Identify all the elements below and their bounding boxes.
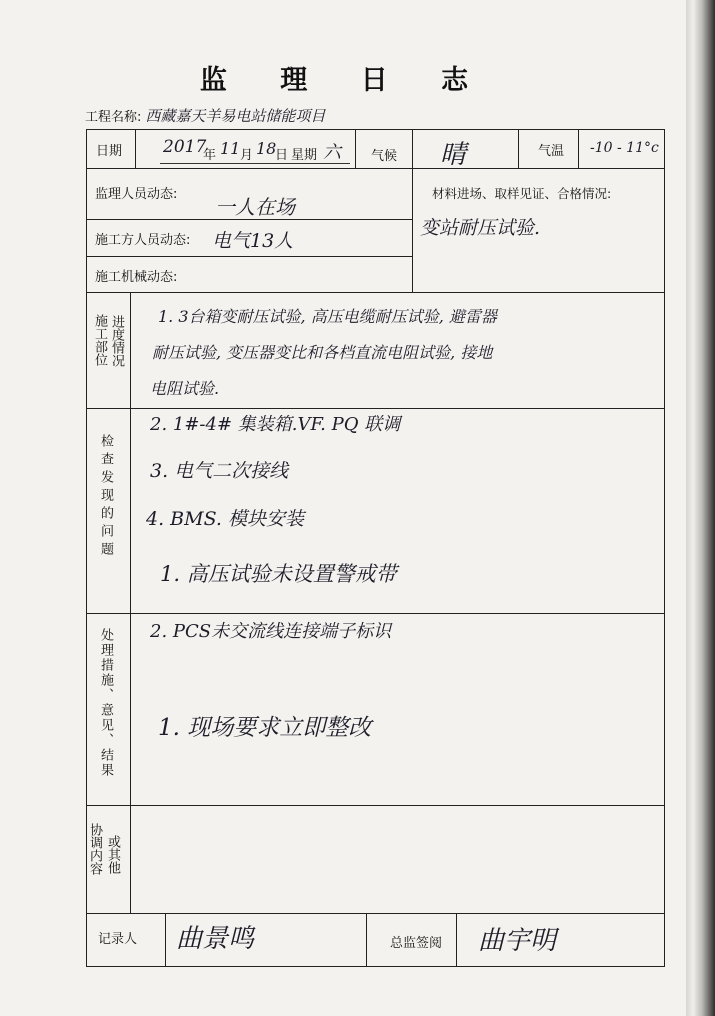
recorder-label: 记录人 <box>98 932 138 947</box>
progress-label-outer: 施工部位 <box>92 314 107 366</box>
year-suffix: 年 <box>203 148 217 163</box>
measures-line-2: 1. 现场要求立即整改 <box>158 715 372 741</box>
weather-label: 气候 <box>371 149 398 164</box>
coordination-label-outer: 协调内容 <box>87 823 102 875</box>
issues-line-1: 2. 1#-4# 集装箱.VF. PQ 联调 <box>150 414 401 435</box>
issues-line-4: 1. 高压试验未设置警戒带 <box>160 562 397 586</box>
coordination-label-inner: 或其他 <box>105 835 120 874</box>
progress-line-2: 耐压试验, 变压器变比和各档直流电阻试验, 接地 <box>152 343 493 362</box>
constructor-value: 电气13人 <box>212 230 294 252</box>
project-value: 西藏嘉天羊易电站储能项目 <box>145 107 326 125</box>
progress-line-1: 1. 3台箱变耐压试验, 高压电缆耐压试验, 避雷器 <box>158 307 497 326</box>
measures-line-1: 2. PCS未交流线连接端子标识 <box>150 621 392 642</box>
weather-value: 晴 <box>440 140 467 170</box>
date-label: 日期 <box>96 144 123 159</box>
machinery-label: 施工机械动态: <box>95 270 178 285</box>
chief-signature: 曲宇明 <box>478 926 557 956</box>
issues-label: 检查发现的问题 <box>98 434 113 560</box>
supervisor-label: 监理人员动态: <box>95 187 178 202</box>
temp-value: -10 - 11°c <box>590 140 659 156</box>
log-table <box>86 129 665 967</box>
recorder-signature: 曲景鸣 <box>176 924 255 954</box>
project-name <box>85 105 325 126</box>
page-edge <box>686 0 715 1016</box>
issues-line-2: 3. 电气二次接线 <box>150 460 289 482</box>
materials-label: 材料进场、取样见证、合格情况: <box>432 186 612 201</box>
date-day: 18 <box>256 139 277 158</box>
issues-line-3: 4. BMS. 模块安装 <box>146 508 305 530</box>
date-month: 11 <box>220 139 241 158</box>
constructor-label: 施工方人员动态: <box>95 233 191 248</box>
weekday-value: 六 <box>323 142 341 163</box>
materials-value: 变站耐压试验. <box>420 217 541 239</box>
measures-label: 处理措施、意见、结果 <box>98 628 113 778</box>
project-label: 工程名称: <box>85 110 142 125</box>
supervisor-value: 一人在场 <box>215 195 295 219</box>
progress-line-3: 电阻试验. <box>150 379 220 398</box>
month-suffix: 月 <box>240 148 254 163</box>
page-title: 监 理 日 志 <box>199 65 491 96</box>
date-year: 2017 <box>163 137 207 157</box>
day-suffix: 日 <box>275 148 289 163</box>
weekday-label: 星期 <box>291 148 318 163</box>
temp-label: 气温 <box>538 144 565 159</box>
progress-label-inner: 进度情况 <box>109 315 124 367</box>
chief-label: 总监签阅 <box>390 936 443 951</box>
